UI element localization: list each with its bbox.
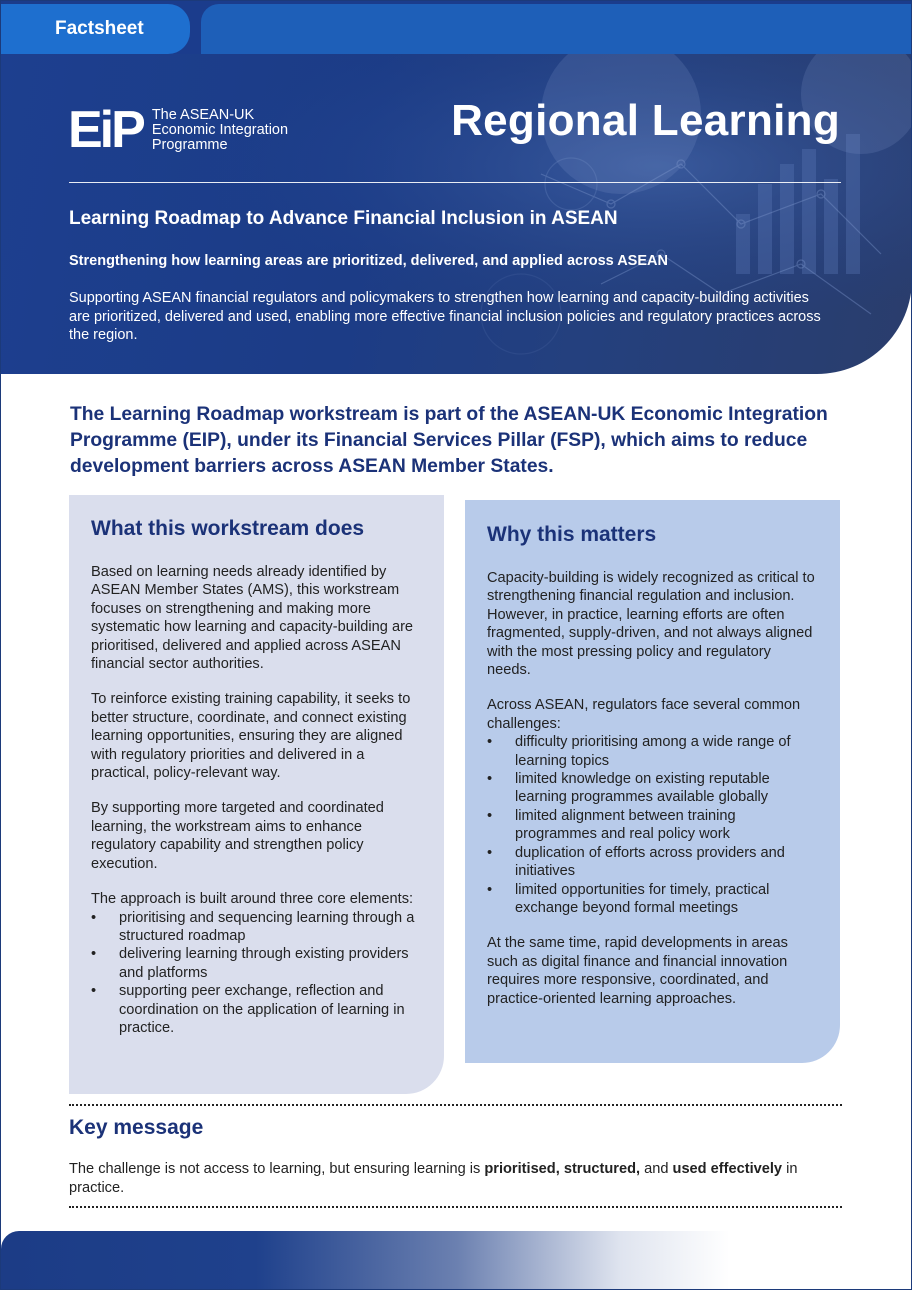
logo-text	[152, 108, 288, 153]
list-item: • limited alignment between training programmes and real policy work	[487, 807, 818, 844]
list-item: • supporting peer exchange, reflection and coordination on the application of learning in practice.	[91, 982, 422, 1037]
panel-paragraph: Capacity-building is widely recognized as critical to strengthening financial regulation and inclusion. However, in practice, learning efforts are often fragmented, supply-driven, and not always aligned with the most pressing policy and regulatory needs.	[487, 570, 815, 679]
list-item: • delivering learning through existing providers and platforms	[91, 945, 422, 982]
hero-divider	[69, 182, 841, 183]
factsheet-tab: Factsheet	[1, 4, 190, 54]
why-this-matters-panel	[465, 500, 840, 1063]
panel-paragraph: By supporting more targeted and coordinated learning, the workstream aims to enhance regulatory capability and strengthen policy execution.	[91, 800, 384, 872]
eip-logo	[68, 101, 289, 159]
key-text-bold: used effectively	[672, 1161, 783, 1177]
list-item: • limited opportunities for timely, practical exchange beyond formal meetings	[487, 881, 818, 918]
logo-line: The ASEAN-UK	[151, 106, 255, 123]
dotted-divider	[69, 1104, 842, 1106]
panel-heading: What this workstream does	[91, 517, 365, 540]
panel-heading: Why this matters	[487, 523, 657, 546]
panel-paragraph: The approach is built around three core elements:	[91, 891, 414, 908]
logo-line: Programme	[151, 136, 228, 153]
page-title: Regional Learning	[451, 96, 840, 145]
hero-tagline: Strengthening how learning areas are prioritized, delivered, and applied across ASEAN	[69, 253, 668, 269]
logo-mark: EiP	[68, 101, 143, 159]
list-item: • limited knowledge on existing reputable learning programmes available globally	[487, 770, 818, 807]
list-item: • prioritising and sequencing learning through a structured roadmap	[91, 909, 422, 946]
dotted-divider	[69, 1206, 842, 1208]
key-text-part: in practice.	[69, 1161, 798, 1196]
key-text-bold: prioritised, structured,	[484, 1161, 641, 1177]
panel-paragraph: At the same time, rapid developments in areas such as digital finance and financial innovation requires more responsive, coordinated, and practice-oriented learning approaches.	[487, 935, 788, 1007]
panel-paragraph: To reinforce existing training capability, it seeks to better structure, coordinate, and connect existing learning opportunities, ensuring they are aligned with regulatory priorities and delivered in a practical, policy-relevant way.	[91, 691, 411, 782]
what-this-workstream-does-panel	[69, 495, 444, 1094]
panel-paragraph: Across ASEAN, regulators face several common challenges:	[487, 697, 801, 732]
list-item: • duplication of efforts across providers and initiatives	[487, 844, 818, 881]
hero-description: Supporting ASEAN financial regulators and policymakers to strengthen how learning and capacity-building activities are prioritized, delivered and used, enabling more effective financial inclusion policies and regulatory practices across the region.	[69, 290, 821, 343]
hero-subtitle: Learning Roadmap to Advance Financial Inclusion in ASEAN	[69, 208, 618, 229]
challenges-list	[487, 733, 818, 917]
key-message-text	[69, 1160, 849, 1198]
footer-bar	[1, 1231, 912, 1289]
list-item: • difficulty prioritising among a wide range of learning topics	[487, 733, 818, 770]
logo-line: Economic Integration	[151, 121, 289, 138]
intro-statement: The Learning Roadmap workstream is part of the ASEAN-UK Economic Integration Programme (EIP), under its Financial Services Pillar (FSP), which aims to reduce development barriers across ASEAN Member States.	[70, 404, 828, 477]
key-text-part: and	[640, 1161, 673, 1177]
key-message-heading: Key message	[69, 1116, 204, 1139]
panel-paragraph: Based on learning needs already identified by ASEAN Member States (AMS), this workstream focuses on strengthening and making more systematic how learning and capacity-building are prioritised, delivered and applied across ASEAN financial sector authorities.	[91, 564, 414, 673]
top-bar-stripe	[201, 4, 912, 54]
key-text-part: The challenge is not access to learning, but ensuring learning is	[69, 1161, 485, 1177]
core-elements-list	[91, 909, 422, 1038]
